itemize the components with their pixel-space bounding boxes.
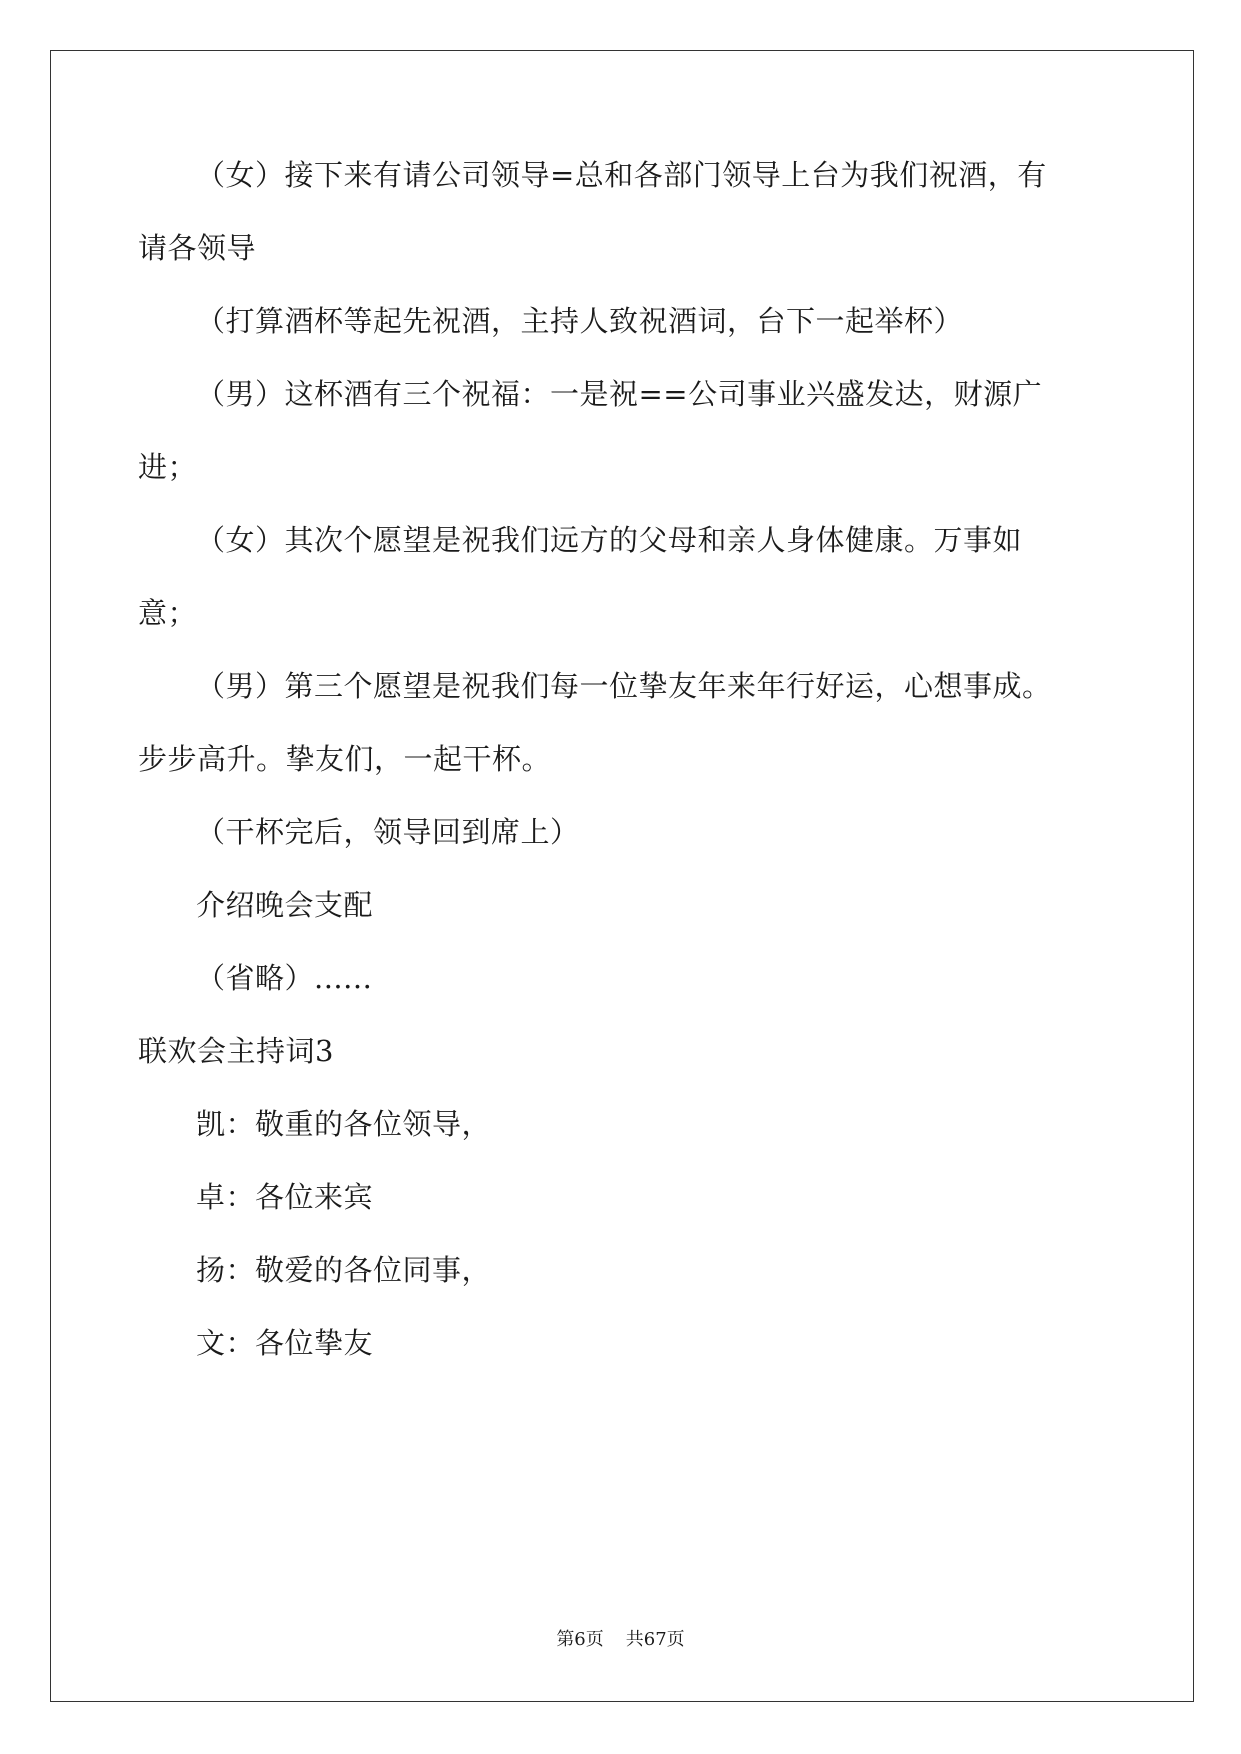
paragraph-line: 介绍晚会支配: [196, 888, 374, 922]
paragraph-line: 步步高升。挚友们，一起干杯。: [138, 742, 552, 776]
paragraph-line: 文：各位挚友: [196, 1326, 374, 1360]
paragraph-line: 意；: [138, 596, 198, 630]
page-number: 第6页: [556, 1629, 604, 1650]
paragraph-line: （省略）......: [196, 961, 373, 995]
section-heading: 联欢会主持词3: [138, 1034, 334, 1068]
page-border: [50, 50, 1194, 1702]
paragraph-line: （干杯完后，领导回到席上）: [196, 815, 580, 849]
paragraph-line: 凯：敬重的各位领导，: [196, 1107, 492, 1141]
paragraph-line: （打算酒杯等起先祝酒，主持人致祝酒词，台下一起举杯）: [196, 304, 964, 338]
paragraph-line: 进；: [138, 450, 198, 484]
paragraph-line: 卓：各位来宾: [196, 1180, 374, 1214]
page-footer: [0, 1628, 1241, 1652]
paragraph-line: （女）接下来有请公司领导=总和各部门领导上台为我们祝酒，有: [196, 158, 1047, 192]
paragraph-line: （男）这杯酒有三个祝福：一是祝==公司事业兴盛发达，财源广: [196, 377, 1043, 411]
paragraph-line: （女）其次个愿望是祝我们远方的父母和亲人身体健康。万事如: [196, 523, 1023, 557]
paragraph-line: 请各领导: [138, 231, 257, 265]
paragraph-line: 扬：敬爱的各位同事，: [196, 1253, 492, 1287]
page-total: 共67页: [625, 1629, 685, 1650]
paragraph-line: （男）第三个愿望是祝我们每一位挚友年来年行好运，心想事成。: [196, 669, 1052, 703]
